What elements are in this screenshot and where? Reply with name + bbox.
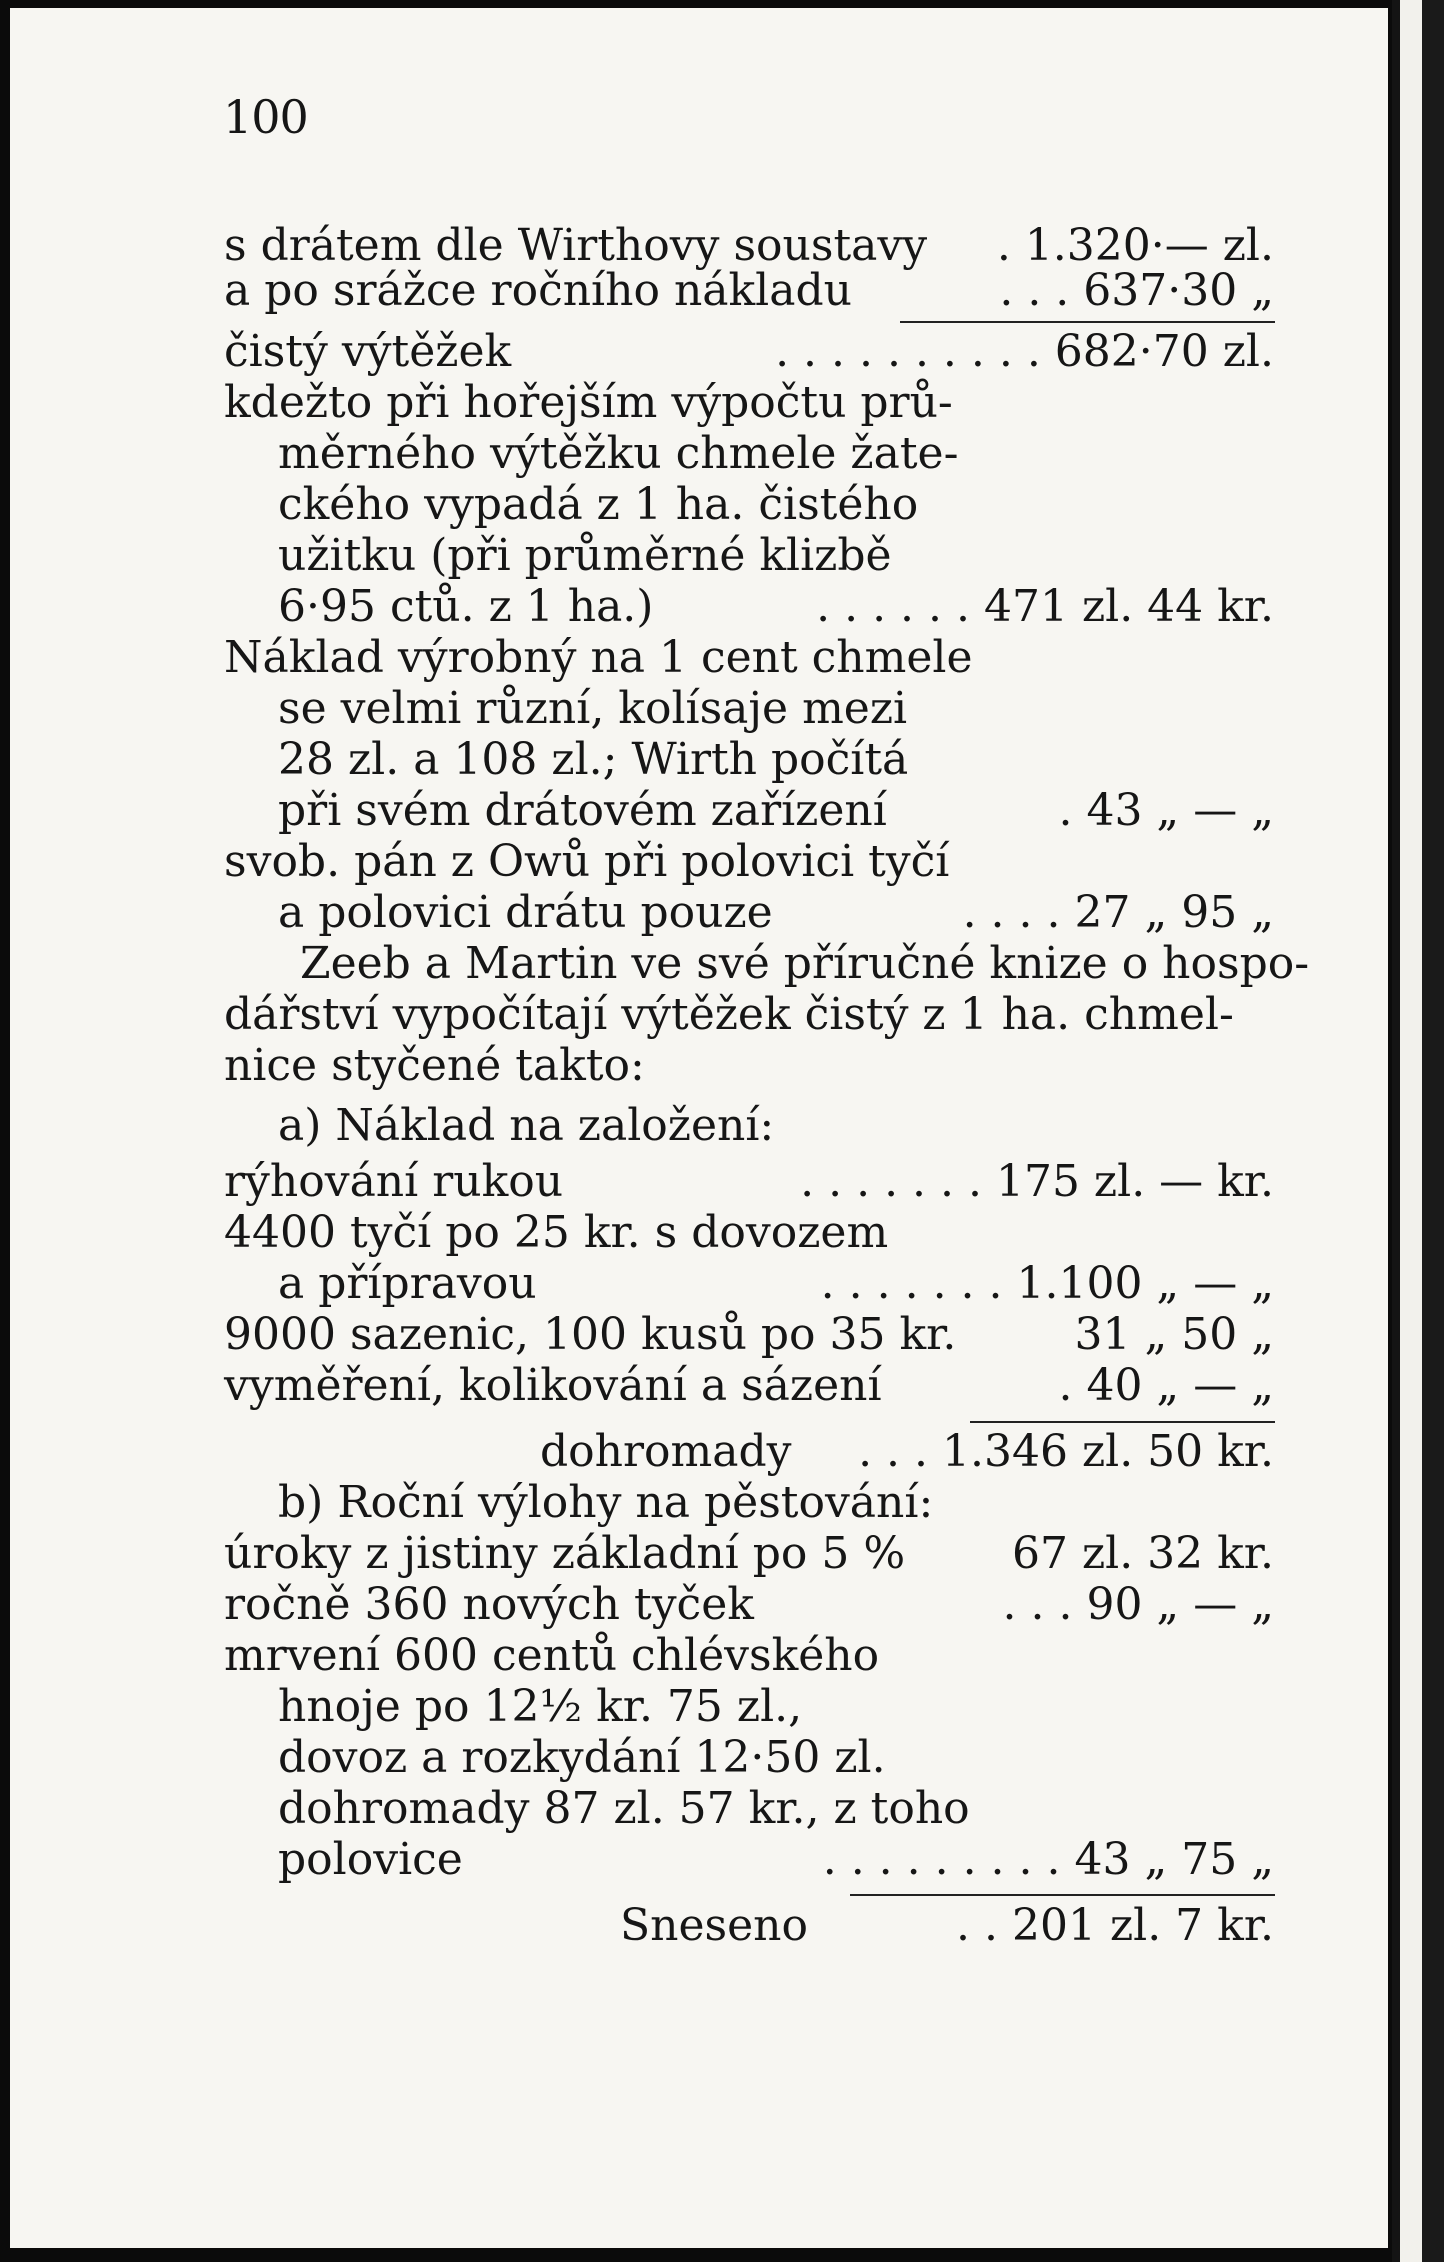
line-text: Zeeb a Martin ve své příručné knize o hospo- xyxy=(300,938,1310,989)
text-line xyxy=(278,530,1274,582)
line-amount: . . . . . . . 175 zl. — kr. xyxy=(800,1156,1274,1207)
total-line xyxy=(620,1900,1274,1952)
text-line xyxy=(278,1258,1274,1310)
text-line xyxy=(278,785,1274,837)
line-text: Náklad výrobný na 1 cent chmele xyxy=(224,632,973,683)
total-line xyxy=(540,1426,1274,1478)
text-line xyxy=(278,887,1274,939)
line-text: měrného výtěžku chmele žate- xyxy=(278,428,959,479)
text-line xyxy=(224,1528,1274,1580)
line-text: užitku (při průměrné klizbě xyxy=(278,530,892,581)
line-amount: . . . 1.346 zl. 50 kr. xyxy=(858,1426,1274,1477)
text-line xyxy=(224,1579,1274,1631)
line-text: dářství vypočítají výtěžek čistý z 1 ha. chmel- xyxy=(224,989,1234,1040)
line-amount: 31 „ 50 „ xyxy=(1074,1309,1274,1360)
line-amount: . . . 637·30 „ xyxy=(999,265,1274,316)
line-amount: 67 zl. 32 kr. xyxy=(1011,1528,1274,1579)
text-line xyxy=(278,1783,1274,1835)
text-line xyxy=(278,428,1274,480)
line-text: Sneseno xyxy=(620,1900,808,1951)
line-text: 4400 tyčí po 25 kr. s dovozem xyxy=(224,1207,889,1258)
page-number: 100 xyxy=(223,90,308,144)
line-text: a po srážce ročního nákladu xyxy=(224,265,852,316)
line-text: a) Náklad na založení: xyxy=(278,1100,775,1151)
text-line xyxy=(300,938,1310,990)
section-heading xyxy=(278,1477,1274,1529)
book-page xyxy=(10,8,1388,2248)
line-text: polovice xyxy=(278,1834,463,1885)
line-text: 28 zl. a 108 zl.; Wirth počítá xyxy=(278,734,909,785)
text-line xyxy=(224,1040,1274,1092)
line-amount: . 40 „ — „ xyxy=(1058,1360,1274,1411)
text-line xyxy=(224,1156,1274,1208)
line-text: rýhování rukou xyxy=(224,1156,564,1207)
text-line xyxy=(224,1630,1274,1682)
line-amount: . 1.320·— zl. xyxy=(996,220,1274,271)
line-text: a přípravou xyxy=(278,1258,537,1309)
line-text: a polovici drátu pouze xyxy=(278,887,773,938)
text-line xyxy=(278,1732,1274,1784)
text-line xyxy=(224,326,1274,378)
text-line xyxy=(224,377,1274,429)
text-line xyxy=(278,581,1274,633)
line-text: nice styčené takto: xyxy=(224,1040,645,1091)
line-text: úroky z jistiny základní po 5 % xyxy=(224,1528,906,1579)
line-amount: . . . . . . . 1.100 „ — „ xyxy=(820,1258,1274,1309)
text-line xyxy=(224,265,1274,317)
line-text: čistý výtěžek xyxy=(224,326,512,377)
text-line xyxy=(278,734,1274,786)
text-line xyxy=(224,989,1274,1041)
sum-rule xyxy=(970,1421,1275,1423)
line-amount: . 43 „ — „ xyxy=(1058,785,1274,836)
line-text: kdežto při hořejším výpočtu prů- xyxy=(224,377,953,428)
book-spine-edge xyxy=(1392,0,1444,2262)
line-amount: . . . 90 „ — „ xyxy=(1002,1579,1274,1630)
line-text: dohromady 87 zl. 57 kr., z toho xyxy=(278,1783,970,1834)
line-text: se velmi různí, kolísaje mezi xyxy=(278,683,908,734)
text-line xyxy=(278,1681,1274,1733)
line-text: vyměření, kolikování a sázení xyxy=(224,1360,882,1411)
text-line xyxy=(278,1834,1274,1886)
line-text: dovoz a rozkydání 12·50 zl. xyxy=(278,1732,886,1783)
text-line xyxy=(278,479,1274,531)
line-text: b) Roční výlohy na pěstování: xyxy=(278,1477,934,1528)
sum-rule xyxy=(850,1894,1275,1896)
text-line xyxy=(224,632,1274,684)
sum-rule xyxy=(900,321,1275,323)
text-line xyxy=(224,1360,1274,1412)
line-text: dohromady xyxy=(540,1426,792,1477)
text-line xyxy=(224,836,1274,888)
line-text: ckého vypadá z 1 ha. čistého xyxy=(278,479,919,530)
line-text: ročně 360 nových tyček xyxy=(224,1579,754,1630)
line-text: s drátem dle Wirthovy soustavy xyxy=(224,220,928,271)
line-amount: . . . . . . 471 zl. 44 kr. xyxy=(816,581,1274,632)
line-amount: . . . . . . . . . 43 „ 75 „ xyxy=(822,1834,1274,1885)
text-line xyxy=(224,1309,1274,1361)
text-line xyxy=(278,683,1274,735)
text-line xyxy=(224,1207,1274,1259)
line-amount: . . . . 27 „ 95 „ xyxy=(962,887,1274,938)
line-amount: . . . . . . . . . . 682·70 zl. xyxy=(775,326,1274,377)
line-text: při svém drátovém zařízení xyxy=(278,785,887,836)
section-heading xyxy=(278,1100,1274,1152)
line-amount: . . 201 zl. 7 kr. xyxy=(956,1900,1274,1951)
line-text: hnoje po 12½ kr. 75 zl., xyxy=(278,1681,803,1732)
line-text: 9000 sazenic, 100 kusů po 35 kr. xyxy=(224,1309,957,1360)
line-text: svob. pán z Owů při polovici tyčí xyxy=(224,836,950,887)
line-text: 6·95 ctů. z 1 ha.) xyxy=(278,581,654,632)
line-text: mrvení 600 centů chlévského xyxy=(224,1630,880,1681)
